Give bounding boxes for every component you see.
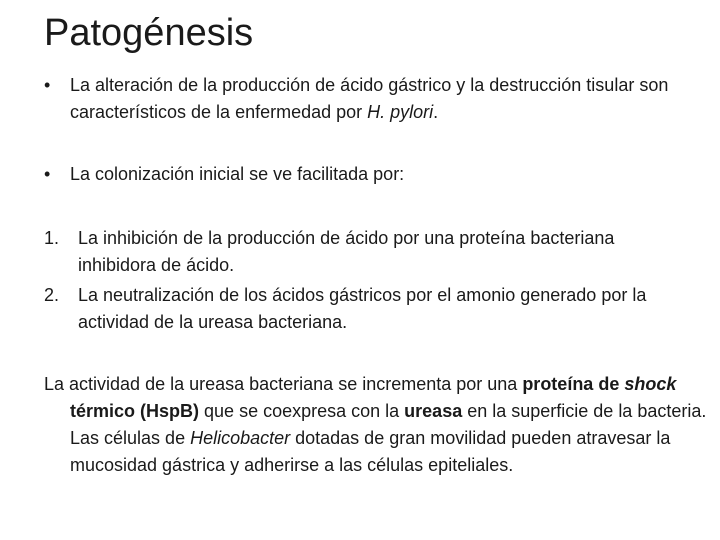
species-name: H. pylori — [367, 102, 434, 122]
italic-term: Helicobacter — [190, 428, 291, 448]
number-marker: 1. — [44, 228, 60, 248]
para-text: dotadas de gran movilidad pueden atravesar la mucosidad gástrica y adherirse a las células epiteliales. — [70, 428, 671, 475]
para-text: en la superficie de la bacteria. Las células de — [70, 401, 707, 448]
numbered-text: La neutralización de los ácidos gástricos por el amonio generado por la actividad de la ureasa bacteriana. — [78, 285, 647, 332]
page-title: Patogénesis — [44, 12, 254, 54]
summary-paragraph — [44, 371, 710, 479]
bold-text: proteína de — [522, 374, 625, 394]
para-text: que se coexpresa con la — [199, 401, 405, 421]
bullet-marker: • — [44, 164, 51, 184]
para-text: La actividad de la ureasa bacteriana se incrementa por una — [44, 374, 523, 394]
bold-text: B) — [180, 401, 200, 421]
numbered-text: La inhibición de la producción de ácido por una proteína bacteriana inhibidora de ácido. — [78, 228, 615, 275]
bold-term: ureasa — [404, 401, 463, 421]
italic-term: shock — [624, 374, 677, 394]
bullet-text — [70, 72, 690, 126]
bold-text: térmico (Hsp — [70, 401, 181, 421]
bullet-text-main: La alteración de la producción de ácido gástrico y la destrucción tisular son característicos de la enfermedad por — [70, 75, 669, 122]
bullet-text: La colonización inicial se ve facilitada por: — [70, 164, 405, 184]
number-marker: 2. — [44, 285, 60, 305]
bullet-marker: • — [44, 75, 51, 95]
bullet-text-end: . — [433, 102, 439, 122]
